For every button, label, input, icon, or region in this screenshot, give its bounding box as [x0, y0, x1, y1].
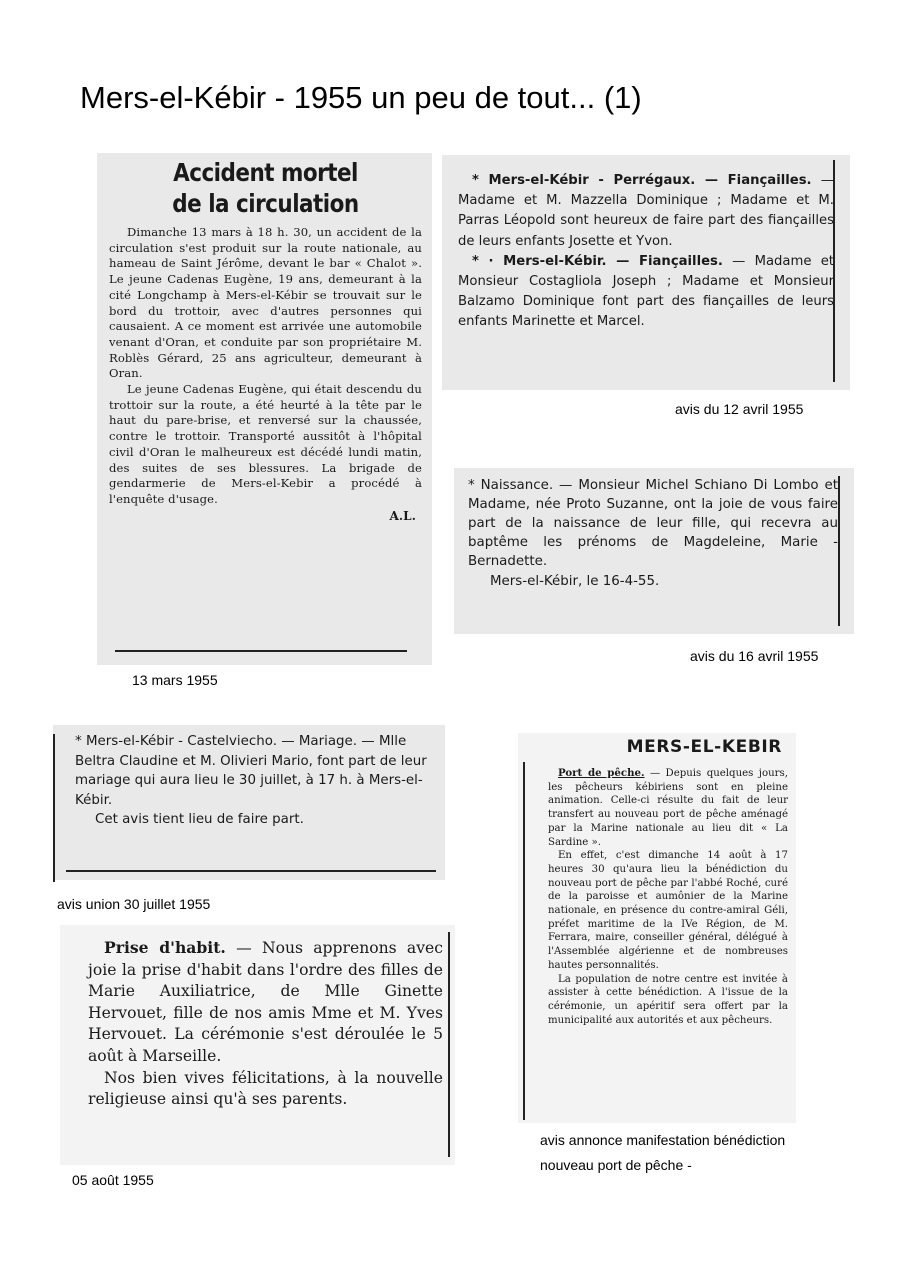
accident-signature: A.L.: [389, 508, 416, 523]
clipping-accident: [97, 153, 432, 665]
naissance-side-rule: [838, 476, 840, 626]
naissance-caption: avis du 16 avril 1955: [690, 648, 819, 664]
fiancailles-paragraph-2: [458, 252, 834, 333]
accident-caption: 13 mars 1955: [132, 672, 218, 688]
port-peche-lead: Port de pêche.: [558, 767, 645, 779]
mariage-caption: avis union 30 juillet 1955: [57, 896, 211, 912]
prise-habit-paragraph-2: Nos bien vives félicitations, à la nouvelle religieuse ainsi qu'à ses parents.: [88, 1068, 443, 1109]
port-peche-left-rule: [523, 762, 525, 1120]
port-peche-caption-line2: nouveau port de pêche -: [540, 1157, 692, 1173]
port-peche-text-1: — Depuis quelques jours, les pêcheurs kébiriens sont en pleine animation. Celle-ci résulte du fait de leur transfert au nouveau port de pêche aménagé par la Marine nationale au lieu dit « La Sardine ».: [548, 768, 788, 848]
accident-paragraph-1: Dimanche 13 mars à 18 h. 30, un accident de la circulation s'est produit sur la route nationale, au hameau de Saint Jérôme, devant le bar « Chalot ». Le jeune Cadenas Eugène, 19 ans, demeurant à la cité Longchamp à Mers-el-Kébir se trouvait sur le bord du trottoir, avec d'autres personnes qui causaient. A ce moment est arrivée une automobile venant d'Oran, et conduite par son propriétaire M. Roblès Gérard, 25 ans agriculteur, demeurant à Oran.: [109, 225, 422, 381]
clipping-prise-habit: [60, 925, 455, 1165]
port-peche-paragraph-3: La population de notre centre est invitée à assister à cette bénédiction. A l'issue de la cérémonie, un apéritif sera offert par la municipalité aux autorités et aux pêcheurs.: [548, 973, 788, 1026]
accident-headline-line2: de la circulation: [172, 189, 359, 218]
fiancailles-caption: avis du 12 avril 1955: [675, 401, 804, 417]
fiancailles-side-rule: [833, 160, 835, 382]
prise-habit-lead: Prise d'habit.: [104, 938, 226, 957]
accident-paragraph-2: Le jeune Cadenas Eugène, qui était descendu du trottoir sur la route, a été heurté à la tête par le haut du pare-brise, et renversé sur la chaussée, contre le trottoir. Transporté aussitôt à l'hôpital civil d'Oran le malheureux est décédé lundi matin, des suites de ses blessures. La brigade de gendarmerie de Mers-el-Kebir a procédé à l'enquête d'usage.: [109, 382, 422, 506]
fiancailles-paragraph-1: [458, 171, 834, 252]
clipping-fiancailles: [442, 155, 850, 390]
accident-headline-line1: Accident mortel: [173, 158, 358, 187]
naissance-place-date: Mers-el-Kébir, le 16-4-55.: [490, 574, 660, 589]
fiancailles-text-1: — Madame et M. Mazzella Dominique ; Madame et M. Parras Léopold sont heureux de faire part des fiançailles de leurs enfants Josette et Yvon.: [458, 173, 834, 249]
accident-headline: [131, 157, 400, 219]
clipping-naissance: [454, 468, 854, 634]
fiancailles-lead-2: * · Mers-el-Kébir. — Fiançailles.: [472, 253, 723, 269]
naissance-text: * Naissance. — Monsieur Michel Schiano Di Lombo et Madame, née Proto Suzanne, ont la joie de vous faire part de la naissance de leur fille, qui recevra au baptême les prénoms de Magdeleine, Marie - Bernadette.: [468, 478, 838, 569]
mariage-closing: Cet avis tient lieu de faire part.: [95, 812, 304, 827]
page-title: Mers-el-Kébir - 1955 un peu de tout... (1): [80, 80, 642, 115]
port-peche-masthead: MERS-EL-KEBIR: [626, 737, 782, 757]
prise-habit-paragraph-1: [88, 937, 443, 1068]
fiancailles-lead-1: * Mers-el-Kébir - Perrégaux. — Fiançailles.: [472, 173, 812, 188]
prise-habit-text-1: — Nous apprenons avec joie la prise d'habit dans l'ordre des filles de Marie Auxiliatrice, de Mlle Ginette Hervouet, fille de nos amis Mme et M. Yves Hervouet. La cérémonie s'est déroulée le 5 août à Marseille.: [88, 939, 443, 1065]
port-peche-paragraph-2: En effet, c'est dimanche 14 août à 17 heures 30 qu'aura lieu la bénédiction du nouveau port de pêche par l'abbé Roché, curé de la paroisse et aumônier de la Marine nationale, en présence du contre-amiral Géli, préfet maritime de la IVe Région, de M. Ferrara, maire, conseiller général, délégué à l'Assemblée algérienne et de nombreuses hautes personnalités.: [548, 850, 788, 971]
prise-habit-caption: 05 août 1955: [72, 1172, 154, 1188]
mariage-text: * Mers-el-Kébir - Castelviecho. — Mariage. — Mlle Beltra Claudine et M. Olivieri Mario, font part de leur mariage qui aura lieu le 30 juillet, à 17 h. à Mers-el-Kébir.: [75, 734, 427, 808]
clipping-mariage: [53, 725, 445, 880]
clipping-port-peche: [518, 733, 796, 1123]
accident-bottom-rule: [115, 650, 407, 652]
port-peche-caption-line1: avis annonce manifestation bénédiction: [540, 1132, 786, 1148]
mariage-bottom-rule: [66, 870, 436, 872]
port-peche-paragraph-1: [548, 767, 788, 849]
prise-habit-side-rule: [448, 932, 450, 1157]
mariage-left-rule: [53, 734, 55, 882]
fiancailles-text-2: — Madame et Monsieur Costagliola Joseph ; Madame et Monsieur Balzamo Dominique font part des fiançailles de leurs enfants Marinette et Marcel.: [458, 253, 834, 330]
